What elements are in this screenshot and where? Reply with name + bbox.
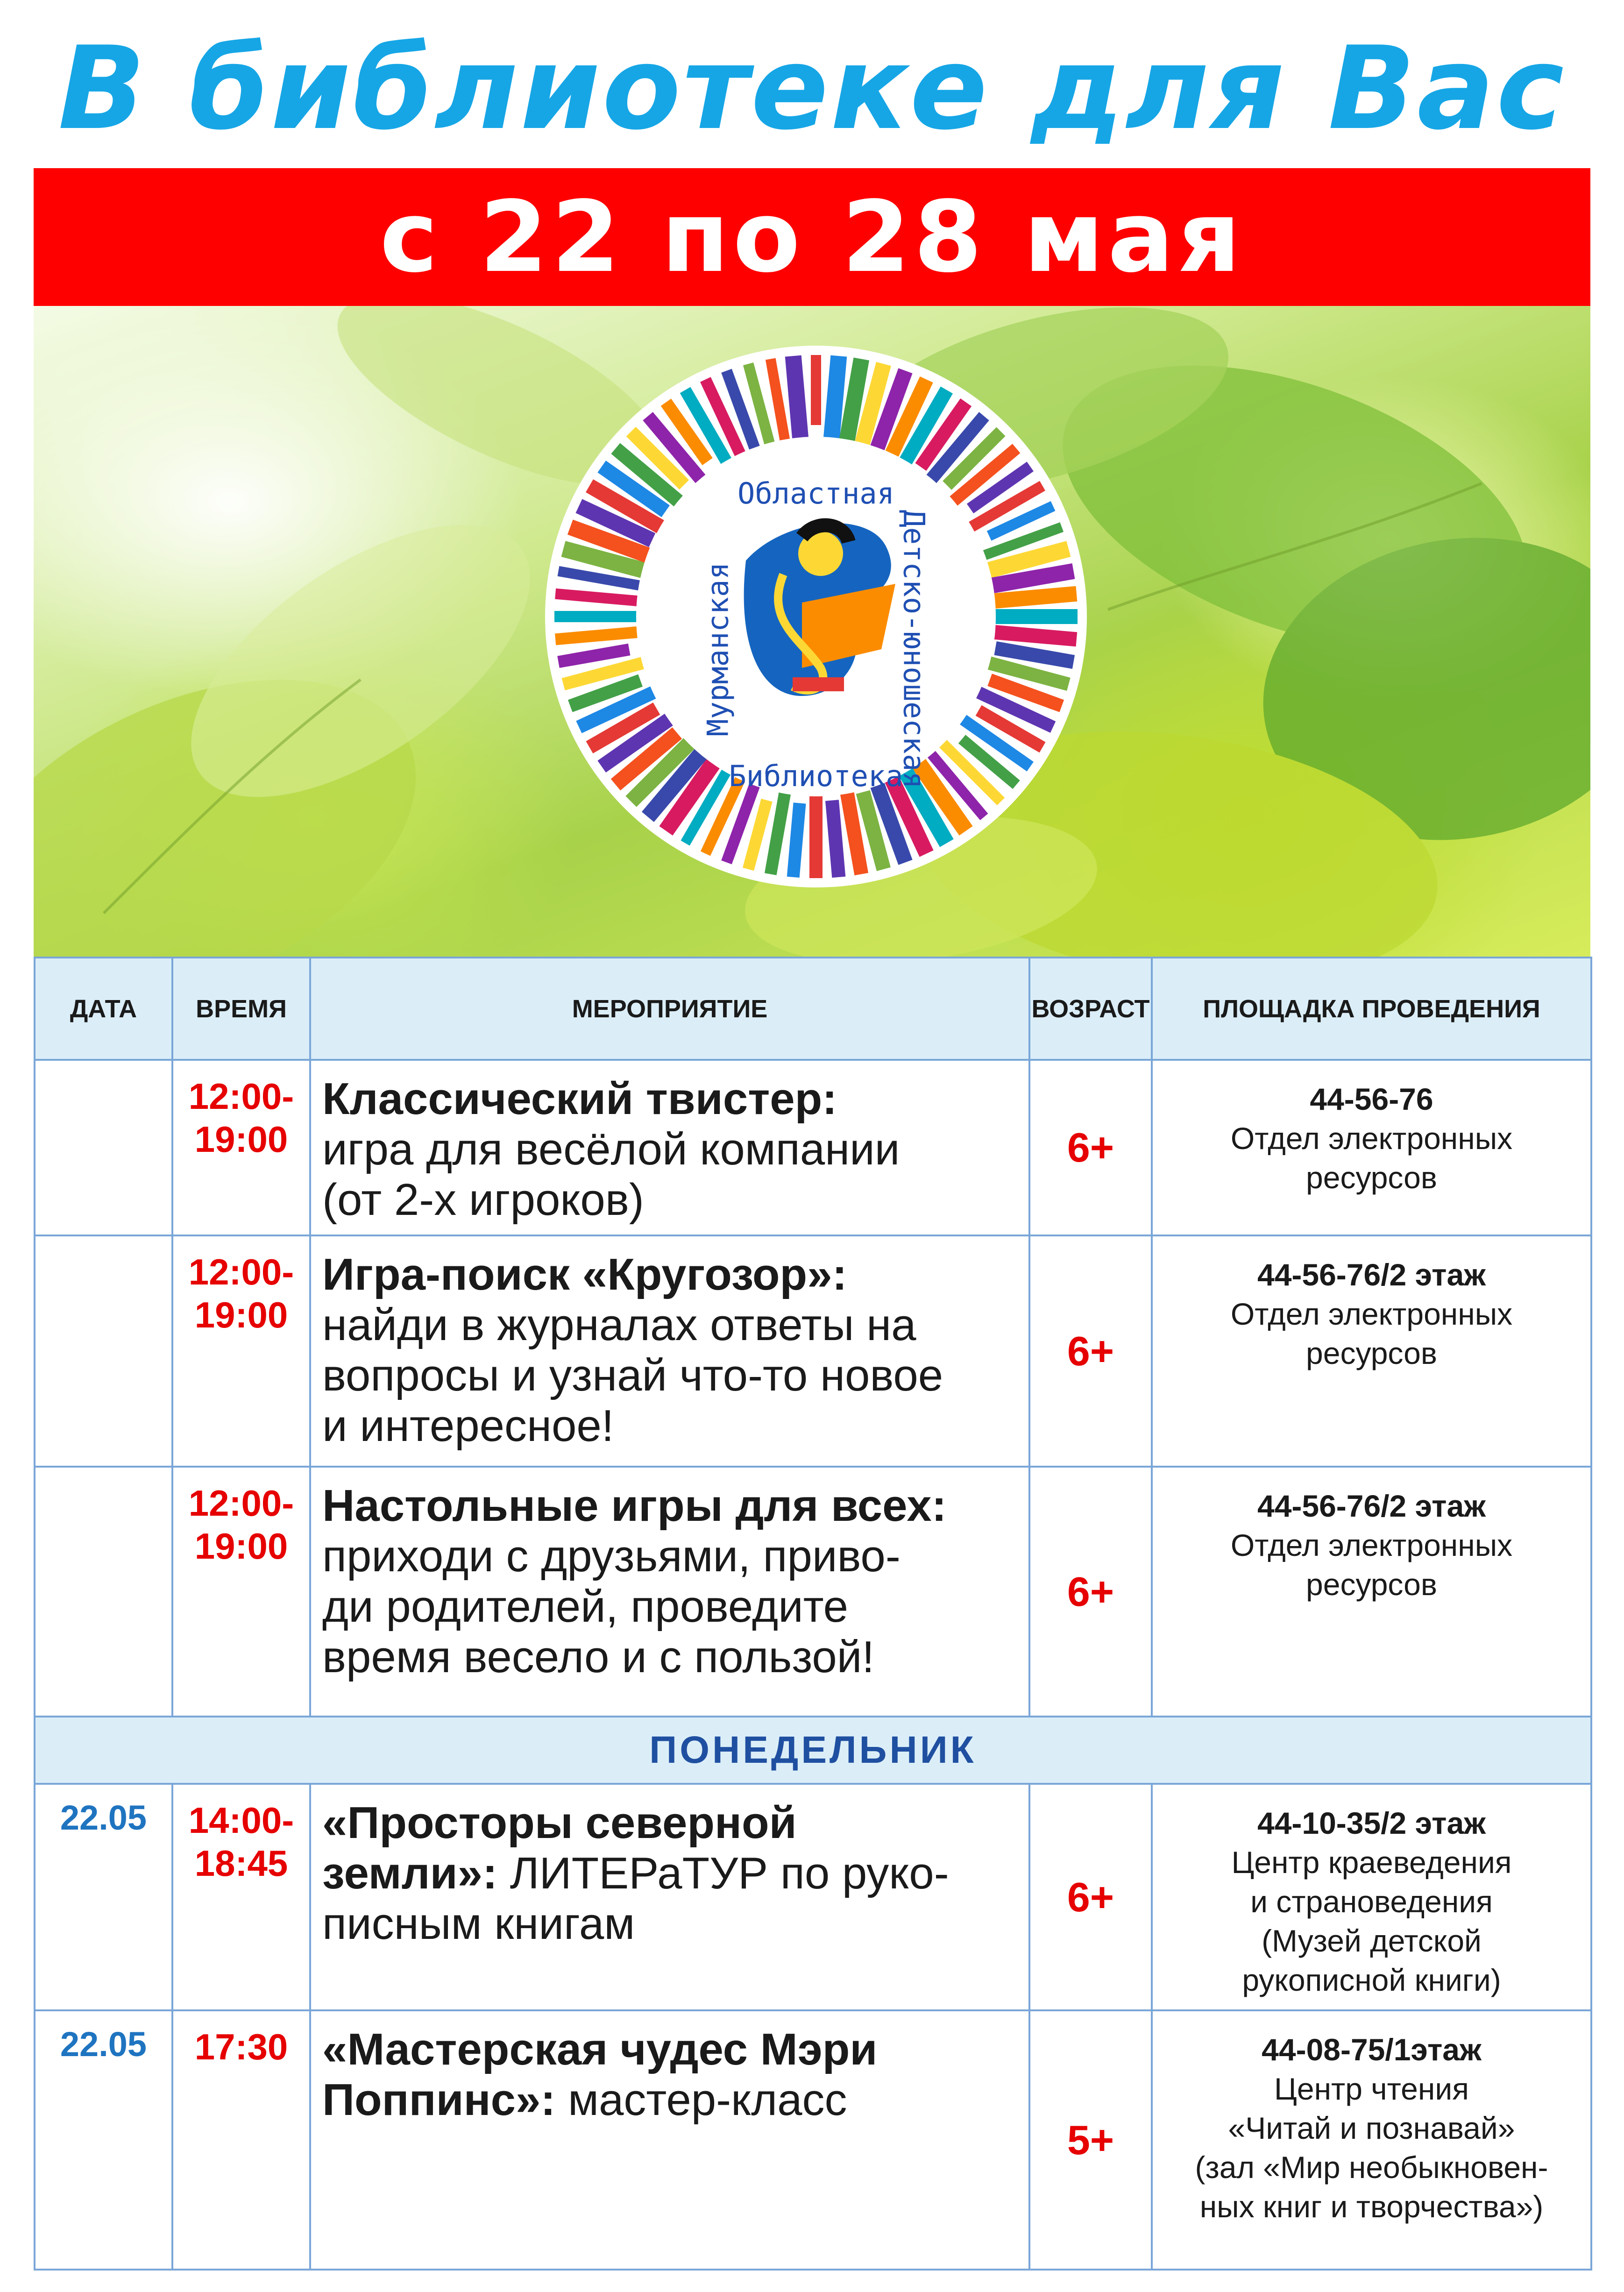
event-line: вопросы и узнай что-то новое	[322, 1350, 943, 1400]
event-text: ЛИТЕРаТУР по руко-	[497, 1848, 949, 1898]
table-row	[35, 1060, 1591, 1235]
row-age: 5+	[1029, 2010, 1152, 2270]
venue-line: Отдел электронных	[1230, 1121, 1513, 1156]
row-time: 17:30	[172, 2010, 310, 2270]
venue-phone: 44-56-76/2 этаж	[1257, 1257, 1486, 1292]
venue-line: Отдел электронных	[1230, 1297, 1513, 1331]
row-age: 6+	[1029, 1784, 1152, 2010]
logo-book-spine	[811, 355, 821, 425]
row-venue	[1152, 1467, 1591, 1717]
event-title: Классический твистер:	[322, 1074, 837, 1124]
time-start: 12:00-	[188, 1076, 294, 1117]
venue-phone: 44-56-76	[1310, 1082, 1433, 1116]
time-end: 19:00	[194, 1526, 288, 1567]
logo-child-shoes	[793, 677, 844, 691]
logo-text-top: Областная	[738, 476, 894, 511]
logo-text-bottom: Библиотека	[729, 759, 903, 793]
event-title: Игра-поиск «Кругозор»:	[322, 1249, 847, 1299]
row-age: 6+	[1029, 1060, 1152, 1235]
row-time	[172, 1060, 310, 1235]
table-row	[35, 2010, 1591, 2270]
hero-image	[34, 306, 1590, 958]
section-title: ПОНЕДЕЛЬНИК	[35, 1717, 1591, 1784]
row-time	[172, 1235, 310, 1467]
row-date	[35, 1060, 172, 1235]
header-age: ВОЗРАСТ	[1029, 958, 1152, 1060]
logo-book-spine	[995, 609, 1078, 624]
venue-line: рукописной книги)	[1242, 1963, 1501, 1997]
event-title: «Мастерская чудес Мэри	[322, 2024, 878, 2074]
row-event	[310, 1784, 1029, 2010]
row-age: 6+	[1029, 1467, 1152, 1717]
venue-line: ресурсов	[1306, 1336, 1437, 1370]
row-venue	[1152, 1060, 1591, 1235]
row-venue	[1152, 1235, 1591, 1467]
venue-phone: 44-10-35/2 этаж	[1257, 1806, 1486, 1840]
header-event: МЕРОПРИЯТИЕ	[310, 958, 1029, 1060]
venue-line: Отдел электронных	[1230, 1528, 1513, 1562]
header-venue: ПЛОЩАДКА ПРОВЕДЕНИЯ	[1152, 958, 1591, 1060]
row-event	[310, 1060, 1029, 1235]
event-line: приходи с друзьями, приво-	[322, 1531, 901, 1581]
venue-line: «Читай и познавай»	[1228, 2111, 1515, 2145]
event-line: писным книгам	[322, 1899, 635, 1949]
row-date	[35, 1235, 172, 1467]
event-line: время весело и с пользой!	[322, 1632, 874, 1682]
event-line: найди в журналах ответы на	[322, 1300, 916, 1350]
section-row	[35, 1717, 1591, 1784]
row-venue	[1152, 2010, 1591, 2270]
row-event	[310, 1467, 1029, 1717]
event-line: ди родителей, проведите	[322, 1582, 848, 1632]
venue-line: ресурсов	[1306, 1567, 1437, 1602]
row-date: 22.05	[35, 1784, 172, 2010]
venue-line: (зал «Мир необыкновен-	[1195, 2150, 1548, 2185]
row-event	[310, 2010, 1029, 2270]
logo-book-spine	[809, 784, 823, 878]
venue-phone: 44-08-75/1этаж	[1262, 2032, 1482, 2067]
event-title: «Просторы северной	[322, 1798, 797, 1848]
venue-line: ресурсов	[1306, 1160, 1437, 1195]
time-start: 12:00-	[188, 1251, 294, 1292]
venue-line: Центр краеведения	[1231, 1845, 1512, 1880]
row-age: 6+	[1029, 1235, 1152, 1467]
time-end: 19:00	[194, 1294, 288, 1335]
event-title: земли»:	[322, 1848, 497, 1898]
event-line: (от 2-х игроков)	[322, 1175, 644, 1225]
table-row	[35, 1235, 1591, 1467]
time-end: 19:00	[194, 1119, 288, 1160]
venue-phone: 44-56-76/2 этаж	[1257, 1489, 1486, 1523]
venue-line: Центр чтения	[1274, 2072, 1469, 2106]
row-date: 22.05	[35, 2010, 172, 2270]
venue-line: ных книг и творчества»)	[1199, 2189, 1544, 2224]
row-date	[35, 1467, 172, 1717]
table-row	[35, 1784, 1591, 2010]
event-line: игра для весёлой компании	[322, 1124, 900, 1174]
row-event	[310, 1235, 1029, 1467]
venue-line: (Музей детской	[1262, 1923, 1482, 1958]
event-title: Поппинс»:	[322, 2075, 556, 2125]
date-banner: с 22 по 28 мая	[34, 168, 1590, 306]
logo-book-ring	[540, 341, 1092, 892]
event-line: и интересное!	[322, 1401, 614, 1451]
row-time	[172, 1467, 310, 1717]
table-row	[35, 1467, 1591, 1717]
time-start: 14:00-	[188, 1800, 294, 1841]
header-date: ДАТА	[35, 958, 172, 1060]
logo-text-left: Мурманская	[701, 562, 735, 737]
time-start: 12:00-	[188, 1483, 294, 1524]
logo-text-right: Детско-юношеская	[897, 510, 931, 789]
table-header-row	[35, 958, 1591, 1060]
header-time: ВРЕМЯ	[172, 958, 310, 1060]
event-title: Настольные игры для всех:	[322, 1481, 947, 1531]
row-time	[172, 1784, 310, 2010]
poster-title: В библиотеке для Вас	[58, 22, 1566, 155]
schedule-table	[34, 957, 1592, 2271]
venue-line: и страноведения	[1250, 1884, 1493, 1919]
time-end: 18:45	[194, 1843, 288, 1884]
event-text: мастер-класс	[555, 2075, 847, 2125]
library-logo	[540, 341, 1092, 892]
row-venue	[1152, 1784, 1591, 2010]
